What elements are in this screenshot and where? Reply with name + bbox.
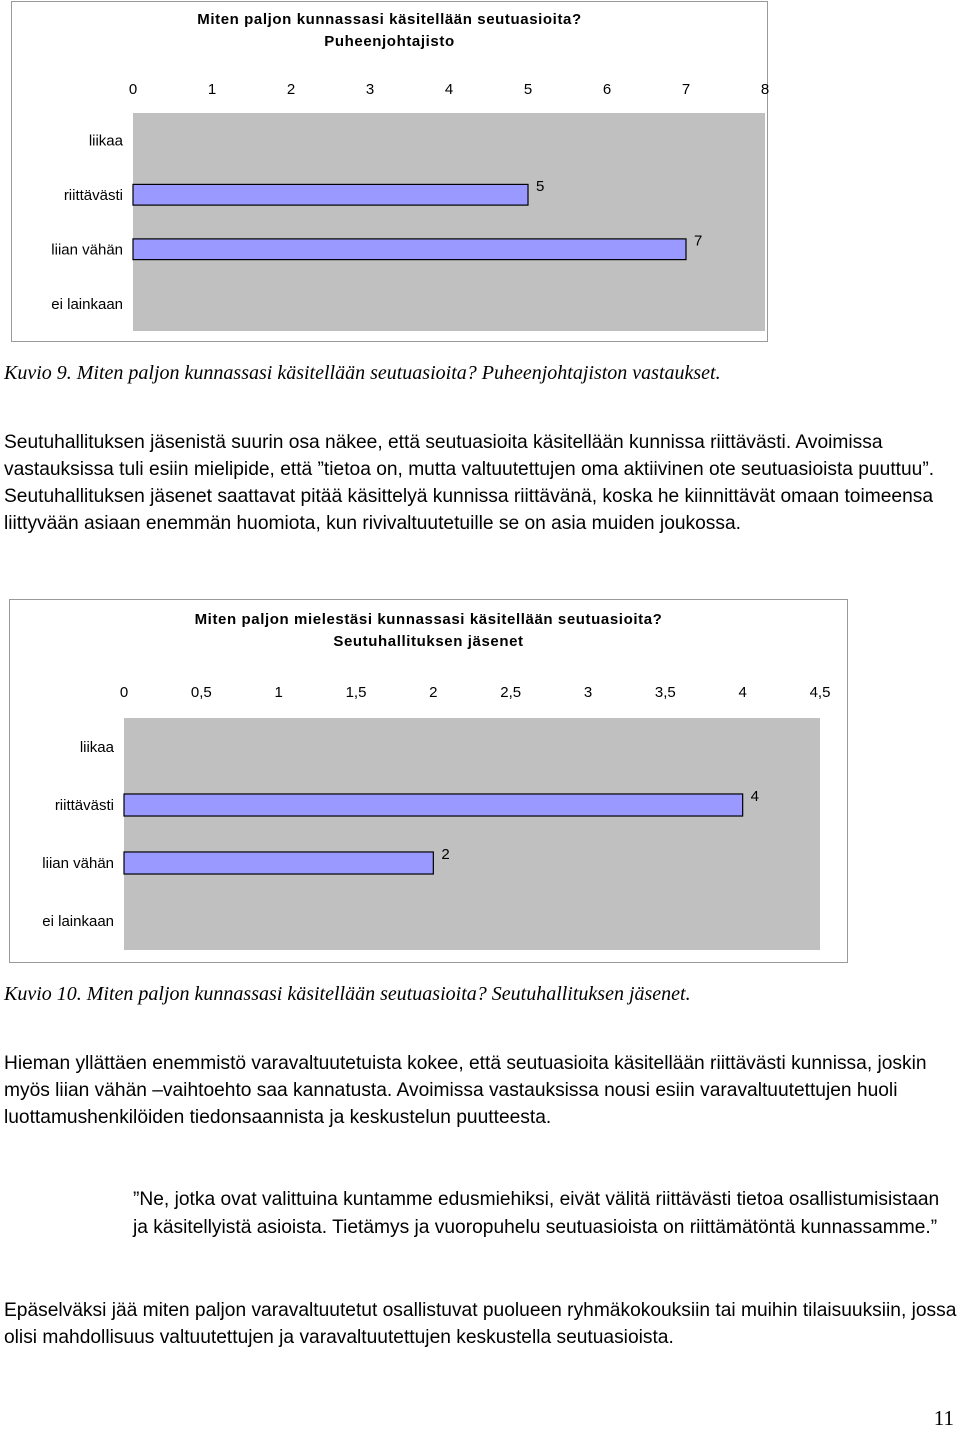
x-tick-label: 0,5 <box>190 684 212 701</box>
chart-title-line2: Seutuhallituksen jäsenet <box>333 633 524 650</box>
x-tick-label: 1 <box>274 684 283 701</box>
category-label: ei lainkaan <box>42 913 114 930</box>
paragraph-seutuhallitus: Seutuhallituksen jäsenistä suurin osa näkee, että seutuasioita käsitellään kunnissa riittävästi. Avoimissa vastauksissa tuli esiin mielipide, että ”tietoa on, mutta valtuutettujen oma aktiivinen ote seutuasioista puuttuu”. Seutuhallituksen jäsenet saattavat pitää käsittelyä kunnissa riittävänä, koska he kiinnittävät omaan toimeensa liittyvään asiaan enemmän huomiota, kun rivivaltuutetuille se on asia muiden joukossa. <box>4 432 935 534</box>
x-tick-label: 3,5 <box>654 684 676 701</box>
chart-title-line1: Miten paljon mielestäsi kunnassasi käsitellään seutuasioita? <box>194 611 663 628</box>
chart-seutuhallitus <box>9 599 848 963</box>
paragraph-varavaltuutetut: Hieman yllättäen enemmistö varavaltuutetuista kokee, että seutuasioita käsitellään riittävästi kunnissa, joskin myös liian vähän –vaihtoehto saa kannatusta. Avoimissa vastauksissa nousi esiin varavaltuutettujen huoli luottamushenkilöiden tiedonsaannista ja keskustelun puutteesta. <box>4 1053 927 1128</box>
page-number: 11 <box>933 1406 954 1430</box>
x-tick-label: 0 <box>128 81 138 98</box>
x-tick-label: 3 <box>365 81 375 98</box>
x-tick-label: 7 <box>681 81 691 98</box>
figure-caption-9: Kuvio 9. Miten paljon kunnassasi käsitellään seutuasioita? Puheenjohtajiston vastaukset. <box>4 362 721 384</box>
bar <box>124 794 743 816</box>
category-label: liian vähän <box>51 241 123 259</box>
x-tick-label: 4,5 <box>809 684 831 701</box>
quote-block: ”Ne, jotka ovat valittuina kuntamme edusmiehiksi, eivät välitä riittävästi tietoa osallistumisistaan ja käsitellyistä asioista. Tietämys ja vuoropuhelu seutuasioista on riittämätöntä kunnassamme.” <box>133 1189 940 1238</box>
figure-caption-10: Kuvio 10. Miten paljon kunnassasi käsitellään seutuasioita? Seutuhallituksen jäsenet. <box>4 983 691 1005</box>
x-tick-label: 5 <box>523 81 533 98</box>
bar <box>124 852 433 874</box>
x-tick-label: 1 <box>207 81 217 98</box>
chart-title-line1: Miten paljon kunnassasi käsitellään seutuasioita? <box>197 11 582 28</box>
chart-plot <box>12 2 770 341</box>
category-label: riittävästi <box>54 797 114 814</box>
x-tick-label: 2 <box>429 684 438 701</box>
chart-puheenjohtajisto <box>11 1 768 342</box>
bar <box>133 239 686 260</box>
x-tick-label: 4 <box>738 684 747 701</box>
data-label: 2 <box>441 846 450 863</box>
category-label: ei lainkaan <box>51 295 123 313</box>
category-label: liian vähän <box>42 855 114 872</box>
plot-area <box>124 718 820 950</box>
x-tick-label: 2,5 <box>500 684 522 701</box>
x-tick-label: 2 <box>286 81 296 98</box>
data-label: 7 <box>694 232 703 250</box>
plot-area <box>133 113 765 331</box>
bar <box>133 184 528 205</box>
category-label: riittävästi <box>63 186 123 204</box>
x-tick-label: 1,5 <box>345 684 367 701</box>
data-label: 5 <box>536 177 545 195</box>
x-tick-label: 6 <box>602 81 612 98</box>
x-tick-label: 8 <box>760 81 770 98</box>
paragraph-ryhmakokoukset: Epäselväksi jää miten paljon varavaltuutetut osallistuvat puolueen ryhmäkokouksiin tai muihin tilaisuuksiin, jossa olisi mahdollisuus valtuutettujen ja varavaltuutettujen keskustella seutuasioista. <box>4 1300 957 1348</box>
data-label: 4 <box>750 788 760 805</box>
chart-title-line2: Puheenjohtajisto <box>324 33 455 50</box>
x-tick-label: 3 <box>583 684 593 701</box>
chart-plot <box>10 600 847 962</box>
category-label: liikaa <box>88 132 123 150</box>
x-tick-label: 4 <box>444 81 454 98</box>
x-tick-label: 0 <box>119 684 129 701</box>
category-label: liikaa <box>79 739 114 756</box>
